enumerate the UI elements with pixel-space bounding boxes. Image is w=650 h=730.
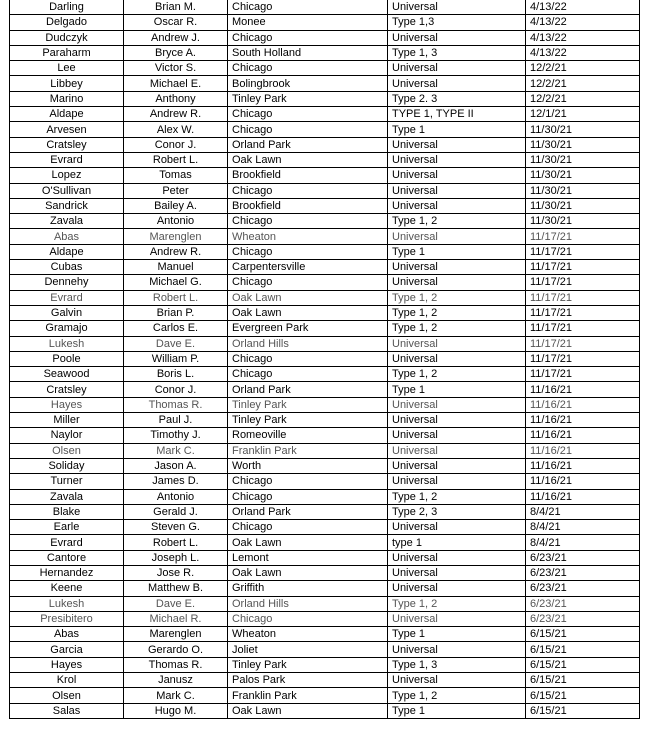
city-cell: Worth [228, 458, 388, 473]
city-cell: Oak Lawn [228, 535, 388, 550]
table-row [10, 397, 640, 412]
last-name-cell: Cratsley [10, 137, 124, 152]
last-name-cell: Presibitero [10, 611, 124, 626]
last-name-cell: Cantore [10, 550, 124, 565]
last-name-cell: Paraharm [10, 45, 124, 60]
table-row [10, 443, 640, 458]
table-row [10, 642, 640, 657]
license-type-cell: Universal [388, 565, 526, 580]
license-type-cell: Universal [388, 168, 526, 183]
city-cell: Tinley Park [228, 397, 388, 412]
first-name-cell: Robert L. [124, 290, 228, 305]
first-name-cell: Antonio [124, 214, 228, 229]
license-type-cell: Type 1, 2 [388, 688, 526, 703]
license-type-cell: Universal [388, 152, 526, 167]
first-name-cell: Conor J. [124, 137, 228, 152]
city-cell: Chicago [228, 474, 388, 489]
first-name-cell: Manuel [124, 260, 228, 275]
first-name-cell: Thomas R. [124, 397, 228, 412]
license-type-cell: Universal [388, 581, 526, 596]
date-cell: 11/16/21 [526, 382, 640, 397]
last-name-cell: Seawood [10, 367, 124, 382]
last-name-cell: Naylor [10, 428, 124, 443]
license-type-cell: Type 1 [388, 122, 526, 137]
first-name-cell: Tomas [124, 168, 228, 183]
date-cell: 11/30/21 [526, 168, 640, 183]
first-name-cell: Mark C. [124, 688, 228, 703]
last-name-cell: Salas [10, 703, 124, 718]
license-type-cell: type 1 [388, 535, 526, 550]
date-cell: 11/16/21 [526, 489, 640, 504]
city-cell: Orland Park [228, 382, 388, 397]
license-type-cell: Universal [388, 76, 526, 91]
license-type-cell: Type 1, 2 [388, 489, 526, 504]
table-row [10, 15, 640, 30]
first-name-cell: Jason A. [124, 458, 228, 473]
last-name-cell: Hayes [10, 657, 124, 672]
table-row [10, 290, 640, 305]
license-type-cell: Universal [388, 260, 526, 275]
license-type-cell: Universal [388, 183, 526, 198]
last-name-cell: Lopez [10, 168, 124, 183]
first-name-cell: Gerald J. [124, 504, 228, 519]
date-cell: 11/30/21 [526, 198, 640, 213]
first-name-cell: Michael G. [124, 275, 228, 290]
license-type-cell: Type 1, 2 [388, 367, 526, 382]
city-cell: Lemont [228, 550, 388, 565]
license-type-cell: Universal [388, 351, 526, 366]
date-cell: 11/17/21 [526, 260, 640, 275]
last-name-cell: Lukesh [10, 336, 124, 351]
first-name-cell: Janusz [124, 673, 228, 688]
date-cell: 6/15/21 [526, 703, 640, 718]
date-cell: 6/15/21 [526, 673, 640, 688]
last-name-cell: O'Sullivan [10, 183, 124, 198]
first-name-cell: Anthony [124, 91, 228, 106]
last-name-cell: Olsen [10, 688, 124, 703]
license-type-cell: Universal [388, 443, 526, 458]
last-name-cell: Soliday [10, 458, 124, 473]
last-name-cell: Earle [10, 520, 124, 535]
table-row [10, 0, 640, 15]
table-row [10, 122, 640, 137]
first-name-cell: Robert L. [124, 152, 228, 167]
table-row [10, 30, 640, 45]
first-name-cell: James D. [124, 474, 228, 489]
license-type-cell: Universal [388, 550, 526, 565]
date-cell: 8/4/21 [526, 520, 640, 535]
date-cell: 11/17/21 [526, 275, 640, 290]
first-name-cell: Andrew J. [124, 30, 228, 45]
date-cell: 6/23/21 [526, 611, 640, 626]
last-name-cell: Keene [10, 581, 124, 596]
city-cell: Chicago [228, 214, 388, 229]
date-cell: 11/30/21 [526, 214, 640, 229]
table-row [10, 137, 640, 152]
last-name-cell: Gramajo [10, 321, 124, 336]
city-cell: Franklin Park [228, 688, 388, 703]
city-cell: Brookfield [228, 198, 388, 213]
license-type-cell: Type 1, 3 [388, 657, 526, 672]
date-cell: 8/4/21 [526, 535, 640, 550]
table-row [10, 321, 640, 336]
table-row [10, 474, 640, 489]
city-cell: Chicago [228, 367, 388, 382]
table-row [10, 152, 640, 167]
license-type-cell: Universal [388, 397, 526, 412]
table-row [10, 504, 640, 519]
license-type-cell: Universal [388, 275, 526, 290]
table-row [10, 305, 640, 320]
license-type-cell: Type 2. 3 [388, 91, 526, 106]
last-name-cell: Dudczyk [10, 30, 124, 45]
last-name-cell: Sandrick [10, 198, 124, 213]
last-name-cell: Turner [10, 474, 124, 489]
license-type-cell: Type 1 [388, 244, 526, 259]
license-type-cell: Universal [388, 642, 526, 657]
table-row [10, 611, 640, 626]
last-name-cell: Abas [10, 229, 124, 244]
first-name-cell: Timothy J. [124, 428, 228, 443]
last-name-cell: Galvin [10, 305, 124, 320]
city-cell: Chicago [228, 30, 388, 45]
table-row [10, 382, 640, 397]
date-cell: 12/2/21 [526, 91, 640, 106]
license-type-cell: Type 1 [388, 703, 526, 718]
first-name-cell: Peter [124, 183, 228, 198]
table-row [10, 673, 640, 688]
last-name-cell: Dennehy [10, 275, 124, 290]
table-row [10, 581, 640, 596]
city-cell: Wheaton [228, 627, 388, 642]
first-name-cell: William P. [124, 351, 228, 366]
first-name-cell: Robert L. [124, 535, 228, 550]
date-cell: 11/30/21 [526, 152, 640, 167]
last-name-cell: Olsen [10, 443, 124, 458]
table-row [10, 489, 640, 504]
date-cell: 8/4/21 [526, 504, 640, 519]
first-name-cell: Steven G. [124, 520, 228, 535]
city-cell: Griffith [228, 581, 388, 596]
license-type-cell: Universal [388, 0, 526, 15]
city-cell: Tinley Park [228, 657, 388, 672]
date-cell: 11/30/21 [526, 122, 640, 137]
license-type-cell: Universal [388, 474, 526, 489]
first-name-cell: Thomas R. [124, 657, 228, 672]
last-name-cell: Abas [10, 627, 124, 642]
last-name-cell: Arvesen [10, 122, 124, 137]
table-row [10, 183, 640, 198]
city-cell: Chicago [228, 489, 388, 504]
date-cell: 11/16/21 [526, 397, 640, 412]
table-row [10, 214, 640, 229]
license-table [9, 0, 640, 719]
last-name-cell: Cratsley [10, 382, 124, 397]
table-row [10, 76, 640, 91]
first-name-cell: Alex W. [124, 122, 228, 137]
license-type-cell: Type 1,3 [388, 15, 526, 30]
license-type-cell: Universal [388, 673, 526, 688]
table-row [10, 260, 640, 275]
first-name-cell: Dave E. [124, 596, 228, 611]
date-cell: 12/2/21 [526, 76, 640, 91]
first-name-cell: Gerardo O. [124, 642, 228, 657]
date-cell: 11/17/21 [526, 244, 640, 259]
city-cell: Chicago [228, 107, 388, 122]
date-cell: 11/17/21 [526, 336, 640, 351]
date-cell: 6/23/21 [526, 596, 640, 611]
date-cell: 11/16/21 [526, 413, 640, 428]
license-type-cell: TYPE 1, TYPE II [388, 107, 526, 122]
first-name-cell: Hugo M. [124, 703, 228, 718]
city-cell: Brookfield [228, 168, 388, 183]
table-row [10, 657, 640, 672]
table-row [10, 244, 640, 259]
city-cell: Evergreen Park [228, 321, 388, 336]
license-type-cell: Universal [388, 61, 526, 76]
city-cell: Chicago [228, 122, 388, 137]
license-type-cell: Universal [388, 428, 526, 443]
last-name-cell: Lee [10, 61, 124, 76]
table-row [10, 91, 640, 106]
city-cell: Chicago [228, 0, 388, 15]
city-cell: Orland Hills [228, 336, 388, 351]
table-row [10, 275, 640, 290]
city-cell: Chicago [228, 520, 388, 535]
license-table-body [10, 0, 640, 718]
city-cell: Romeoville [228, 428, 388, 443]
license-type-cell: Universal [388, 137, 526, 152]
city-cell: Chicago [228, 351, 388, 366]
table-row [10, 61, 640, 76]
license-type-cell: Universal [388, 520, 526, 535]
last-name-cell: Evrard [10, 290, 124, 305]
table-row [10, 688, 640, 703]
date-cell: 6/23/21 [526, 581, 640, 596]
city-cell: Chicago [228, 275, 388, 290]
last-name-cell: Hayes [10, 397, 124, 412]
first-name-cell: Dave E. [124, 336, 228, 351]
last-name-cell: Hernandez [10, 565, 124, 580]
table-row [10, 596, 640, 611]
city-cell: Orland Hills [228, 596, 388, 611]
city-cell: South Holland [228, 45, 388, 60]
date-cell: 4/13/22 [530, 1, 567, 14]
date-cell: 11/16/21 [526, 458, 640, 473]
last-name-cell: Aldape [10, 107, 124, 122]
city-cell: Chicago [228, 244, 388, 259]
date-cell: 6/15/21 [526, 657, 640, 672]
date-cell: 6/15/21 [526, 642, 640, 657]
last-name-cell: Krol [10, 673, 124, 688]
last-name-cell: Evrard [10, 152, 124, 167]
date-cell: 11/17/21 [526, 290, 640, 305]
license-type-cell: Type 1, 2 [388, 290, 526, 305]
first-name-cell: Victor S. [124, 61, 228, 76]
table-row [10, 428, 640, 443]
first-name-cell: Matthew B. [124, 581, 228, 596]
first-name-cell: Bryce A. [124, 45, 228, 60]
table-row [10, 550, 640, 565]
license-type-cell: Type 1, 2 [388, 596, 526, 611]
first-name-cell: Mark C. [124, 443, 228, 458]
last-name-cell: Cubas [10, 260, 124, 275]
table-row [10, 413, 640, 428]
date-cell: 11/30/21 [526, 137, 640, 152]
date-cell: 11/16/21 [526, 428, 640, 443]
date-cell: 11/17/21 [526, 305, 640, 320]
first-name-cell: Oscar R. [124, 15, 228, 30]
city-cell: Bolingbrook [228, 76, 388, 91]
license-type-cell: Universal [388, 458, 526, 473]
table-row [10, 703, 640, 718]
date-cell: 11/17/21 [526, 351, 640, 366]
first-name-cell: Marenglen [124, 229, 228, 244]
date-cell: 11/16/21 [526, 474, 640, 489]
first-name-cell: Michael E. [124, 76, 228, 91]
city-cell: Oak Lawn [228, 290, 388, 305]
last-name-cell: Garcia [10, 642, 124, 657]
last-name-cell: Lukesh [10, 596, 124, 611]
first-name-cell: Andrew R. [124, 244, 228, 259]
date-cell: 11/17/21 [526, 229, 640, 244]
city-cell: Palos Park [228, 673, 388, 688]
date-cell: 11/17/21 [526, 367, 640, 382]
first-name-cell: Andrew R. [124, 107, 228, 122]
city-cell: Chicago [228, 611, 388, 626]
last-name-cell: Poole [10, 351, 124, 366]
first-name-cell: Jose R. [124, 565, 228, 580]
license-type-cell: Type 1, 2 [388, 214, 526, 229]
date-cell: 6/15/21 [526, 627, 640, 642]
date-cell: 11/17/21 [526, 321, 640, 336]
license-type-cell: Universal [388, 198, 526, 213]
city-cell: Oak Lawn [228, 565, 388, 580]
table-row [10, 45, 640, 60]
license-type-cell: Type 1 [388, 627, 526, 642]
first-name-cell: Michael R. [124, 611, 228, 626]
license-type-cell: Universal [388, 336, 526, 351]
date-cell: 12/2/21 [526, 61, 640, 76]
first-name-cell: Conor J. [124, 382, 228, 397]
table-row [10, 520, 640, 535]
city-cell: Orland Park [228, 504, 388, 519]
table-row [10, 535, 640, 550]
last-name-cell: Zavala [10, 214, 124, 229]
table-row [10, 627, 640, 642]
table-row [10, 107, 640, 122]
date-cell: 11/16/21 [526, 443, 640, 458]
license-type-cell: Type 1, 3 [388, 45, 526, 60]
last-name-cell: Darling [10, 0, 124, 15]
table-row [10, 229, 640, 244]
city-cell: Tinley Park [228, 91, 388, 106]
last-name-cell: Zavala [10, 489, 124, 504]
first-name-cell: Joseph L. [124, 550, 228, 565]
last-name-cell: Marino [10, 91, 124, 106]
city-cell: Oak Lawn [228, 152, 388, 167]
city-cell: Carpentersville [228, 260, 388, 275]
first-name-cell: Boris L. [124, 367, 228, 382]
table-row [10, 565, 640, 580]
date-cell: 6/23/21 [526, 550, 640, 565]
license-type-cell: Type 1, 2 [388, 321, 526, 336]
table-row [10, 351, 640, 366]
last-name-cell: Delgado [10, 15, 124, 30]
city-cell: Chicago [228, 61, 388, 76]
city-cell: Oak Lawn [228, 703, 388, 718]
license-type-cell: Type 2, 3 [388, 504, 526, 519]
date-cell: 12/1/21 [526, 107, 640, 122]
table-row [10, 198, 640, 213]
first-name-cell: Brian P. [124, 305, 228, 320]
table-row [10, 336, 640, 351]
first-name-cell: Marenglen [124, 627, 228, 642]
last-name-cell: Libbey [10, 76, 124, 91]
city-cell: Chicago [228, 183, 388, 198]
date-cell: 6/23/21 [526, 565, 640, 580]
table-row [10, 367, 640, 382]
last-name-cell: Evrard [10, 535, 124, 550]
license-type-cell: Universal [388, 413, 526, 428]
date-cell: 4/13/22 [526, 30, 640, 45]
table-row [10, 168, 640, 183]
city-cell: Franklin Park [228, 443, 388, 458]
last-name-cell: Miller [10, 413, 124, 428]
first-name-cell: Carlos E. [124, 321, 228, 336]
date-cell: 4/13/22 [526, 15, 640, 30]
city-cell: Joliet [228, 642, 388, 657]
license-type-cell: Type 1 [388, 382, 526, 397]
license-type-cell: Universal [388, 611, 526, 626]
license-type-cell: Universal [388, 229, 526, 244]
license-type-cell: Universal [388, 30, 526, 45]
first-name-cell: Brian M. [124, 0, 228, 15]
date-cell: 4/13/22 [526, 45, 640, 60]
city-cell: Oak Lawn [228, 305, 388, 320]
first-name-cell: Bailey A. [124, 198, 228, 213]
first-name-cell: Paul J. [124, 413, 228, 428]
city-cell: Orland Park [228, 137, 388, 152]
first-name-cell: Antonio [124, 489, 228, 504]
date-cell: 11/30/21 [526, 183, 640, 198]
license-type-cell: Type 1, 2 [388, 305, 526, 320]
table-row [10, 458, 640, 473]
city-cell: Wheaton [228, 229, 388, 244]
last-name-cell: Blake [10, 504, 124, 519]
date-cell: 6/15/21 [526, 688, 640, 703]
last-name-cell: Aldape [10, 244, 124, 259]
city-cell: Monee [228, 15, 388, 30]
city-cell: Tinley Park [228, 413, 388, 428]
